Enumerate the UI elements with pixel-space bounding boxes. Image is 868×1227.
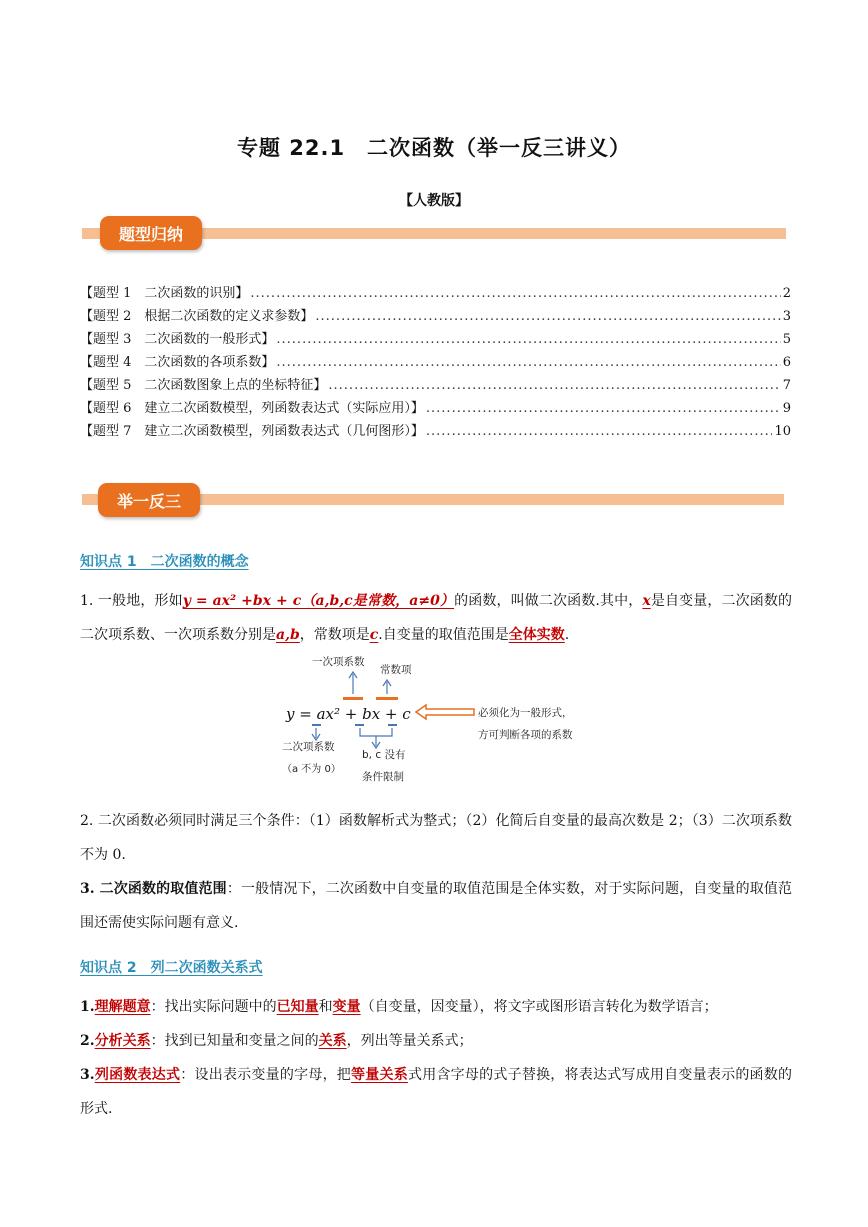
label-quad-coef: 二次项系数 [282, 741, 335, 753]
edition-label: 【人教版】 [399, 193, 469, 209]
kp1-paragraph-1: 1. 一般地，形如y = ax² +bx + c（a,b,c是常数，a≠0）的函数，叫做二次函数.其中，x是自变量，二次函数的二次项系数、一次项系数分别是a,b，常数项是c.自变量的取值范围是全体实数. [80, 593, 793, 643]
toc-item-3[interactable]: 【题型 3 二次函数的一般形式】 ..... 5 [80, 328, 791, 351]
label-quad-note: （a 不为 0） [282, 764, 341, 775]
toc-item-1[interactable]: 【题型 1 二次函数的识别】 ..... 2 [80, 282, 791, 305]
kp1-paragraph-3: 3. 二次函数的取值范围：一般情况下，二次函数中自变量的取值范围是全体实数，对于实际问题，自变量的取值范围还需使实际问题有意义. [80, 881, 792, 931]
toc-item-4[interactable]: 【题型 4 二次函数的各项系数】 ..... 6 [80, 351, 791, 374]
kp2-step-2: 2.分析关系：找到已知量和变量之间的关系，列出等量关系式； [80, 1033, 473, 1049]
kp2-step-3: 3.列函数表达式：设出表示变量的字母，把等量关系式用含字母的式子替换，将表达式写成用自变量表示的函数的形式. [80, 1067, 793, 1117]
table-of-contents [80, 282, 791, 443]
linear-coef-marker [343, 697, 363, 700]
toc-item-5[interactable]: 【题型 5 二次函数图象上点的坐标特征】 ..... 7 [80, 374, 791, 397]
page-title: 专题 22.1 二次函数（举一反三讲义） [236, 136, 632, 160]
knowledge-point-1-heading: 知识点 1 二次函数的概念 [80, 554, 249, 570]
general-form-formula: y = ax² +bx + c（a,b,c是常数，a≠0） [182, 593, 455, 609]
coefficient-diagram-svg [270, 650, 610, 790]
section-heading-examples: 举一反三 [98, 483, 200, 517]
coefficient-diagram [270, 650, 610, 790]
label-general-form-1: 必须化为一般形式， [478, 707, 573, 719]
mark-a [312, 724, 321, 726]
mark-c [388, 724, 397, 726]
toc-item-6[interactable]: 【题型 6 建立二次函数模型，列函数表达式（实际应用）】 ..... 9 [80, 397, 791, 420]
label-bc-1: b, c 没有 [362, 749, 406, 761]
knowledge-point-2-heading: 知识点 2 列二次函数关系式 [80, 960, 263, 976]
kp2-step-1: 1.理解题意：找出实际问题中的已知量和变量（自变量，因变量），将文字或图形语言转化为数学语言； [80, 999, 718, 1015]
label-linear-coef: 一次项系数 [312, 656, 365, 668]
const-marker [376, 697, 398, 700]
bracket-bc [360, 728, 392, 736]
label-general-form-2: 方可判断各项的系数 [478, 729, 573, 741]
diagram-formula: y = ax² + bx + c [286, 705, 411, 723]
toc-item-7[interactable]: 【题型 7 建立二次函数模型，列函数表达式（几何图形）】 ..... 10 [80, 420, 791, 443]
arrow-general-form [416, 705, 474, 719]
label-bc-2: 条件限制 [362, 771, 404, 783]
section-heading-toc: 题型归纳 [100, 216, 202, 250]
kp1-paragraph-2: 2. 二次函数必须同时满足三个条件：（1）函数解析式为整式；（2）化简后自变量的最高次数是 2；（3）二次项系数不为 0. [80, 813, 792, 863]
label-constant: 常数项 [380, 664, 412, 676]
toc-item-2[interactable]: 【题型 2 根据二次函数的定义求参数】 ..... 3 [80, 305, 791, 328]
mark-b [355, 724, 364, 726]
